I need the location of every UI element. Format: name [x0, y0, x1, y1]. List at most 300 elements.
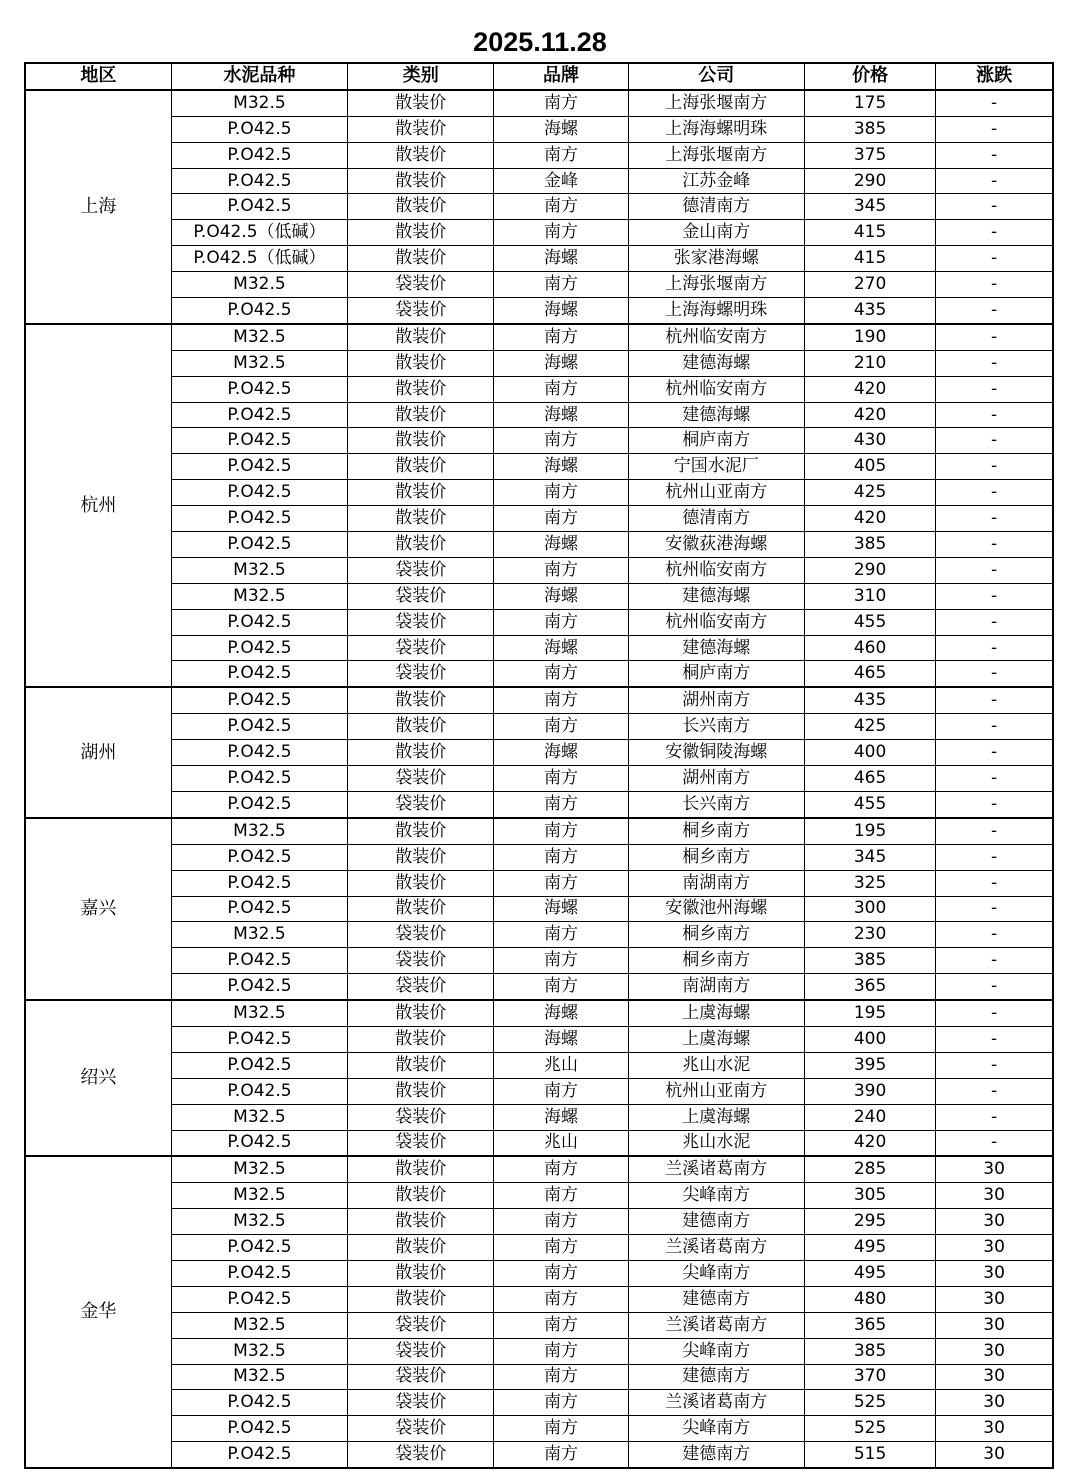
company-cell: 建德海螺 — [628, 635, 804, 661]
change-cell: 30 — [936, 1286, 1053, 1312]
change-cell: - — [936, 142, 1053, 168]
price-cell: 515 — [804, 1442, 935, 1468]
company-cell: 建德南方 — [628, 1442, 804, 1468]
company-cell: 安徽铜陵海螺 — [628, 740, 804, 766]
company-cell: 上虞海螺 — [628, 1026, 804, 1052]
table-row — [25, 1416, 1053, 1442]
company-cell: 建德海螺 — [628, 402, 804, 428]
table-row — [25, 948, 1053, 974]
category-cell: 散装价 — [348, 168, 494, 194]
price-cell: 210 — [804, 350, 935, 376]
change-cell: - — [936, 896, 1053, 922]
table-row — [25, 818, 1053, 844]
price-cell: 420 — [804, 1130, 935, 1156]
brand-cell: 南方 — [494, 142, 628, 168]
cement-type-cell: P.O42.5 — [171, 116, 347, 142]
change-cell: - — [936, 609, 1053, 635]
category-cell: 散装价 — [348, 142, 494, 168]
category-cell: 袋装价 — [348, 791, 494, 817]
brand-cell: 海螺 — [494, 116, 628, 142]
change-cell: - — [936, 272, 1053, 298]
price-cell: 495 — [804, 1260, 935, 1286]
company-cell: 安徽荻港海螺 — [628, 532, 804, 558]
company-cell: 宁国水泥厂 — [628, 454, 804, 480]
table-row — [25, 194, 1053, 220]
category-cell: 袋装价 — [348, 1130, 494, 1156]
change-cell: - — [936, 402, 1053, 428]
brand-cell: 南方 — [494, 428, 628, 454]
table-row — [25, 1026, 1053, 1052]
change-cell: - — [936, 298, 1053, 324]
company-cell: 桐庐南方 — [628, 661, 804, 687]
change-cell: - — [936, 791, 1053, 817]
company-cell: 建德南方 — [628, 1209, 804, 1235]
change-cell: - — [936, 90, 1053, 116]
brand-cell: 南方 — [494, 948, 628, 974]
company-cell: 张家港海螺 — [628, 246, 804, 272]
price-cell: 420 — [804, 506, 935, 532]
price-cell: 305 — [804, 1183, 935, 1209]
price-cell: 425 — [804, 480, 935, 506]
category-cell: 袋装价 — [348, 609, 494, 635]
cement-type-cell: P.O42.5 — [171, 532, 347, 558]
price-cell: 230 — [804, 922, 935, 948]
cement-type-cell: P.O42.5 — [171, 1026, 347, 1052]
company-cell: 建德海螺 — [628, 583, 804, 609]
company-cell: 兰溪诸葛南方 — [628, 1312, 804, 1338]
brand-cell: 南方 — [494, 324, 628, 350]
change-cell: 30 — [936, 1338, 1053, 1364]
company-cell: 南湖南方 — [628, 870, 804, 896]
category-cell: 袋装价 — [348, 635, 494, 661]
price-cell: 175 — [804, 90, 935, 116]
cement-type-cell: P.O42.5 — [171, 428, 347, 454]
price-cell: 385 — [804, 1338, 935, 1364]
category-cell: 袋装价 — [348, 583, 494, 609]
cement-type-cell: P.O42.5 — [171, 1052, 347, 1078]
category-cell: 散装价 — [348, 687, 494, 713]
price-cell: 195 — [804, 1000, 935, 1026]
table-row — [25, 1286, 1053, 1312]
brand-cell: 海螺 — [494, 1104, 628, 1130]
price-cell: 525 — [804, 1390, 935, 1416]
change-cell: 30 — [936, 1312, 1053, 1338]
change-cell: - — [936, 428, 1053, 454]
company-cell: 桐乡南方 — [628, 844, 804, 870]
brand-cell: 南方 — [494, 506, 628, 532]
table-row — [25, 246, 1053, 272]
price-cell: 495 — [804, 1235, 935, 1261]
company-cell: 上海海螺明珠 — [628, 298, 804, 324]
region-cell: 嘉兴 — [25, 818, 171, 1000]
company-cell: 桐乡南方 — [628, 818, 804, 844]
cement-type-cell: P.O42.5 — [171, 714, 347, 740]
brand-cell: 海螺 — [494, 740, 628, 766]
cement-type-cell: P.O42.5 — [171, 506, 347, 532]
table-row — [25, 557, 1053, 583]
brand-cell: 海螺 — [494, 402, 628, 428]
brand-cell: 海螺 — [494, 583, 628, 609]
category-cell: 散装价 — [348, 402, 494, 428]
brand-cell: 南方 — [494, 1364, 628, 1390]
category-cell: 散装价 — [348, 896, 494, 922]
brand-cell: 兆山 — [494, 1130, 628, 1156]
change-cell: - — [936, 974, 1053, 1000]
company-cell: 兰溪诸葛南方 — [628, 1156, 804, 1182]
change-cell: - — [936, 506, 1053, 532]
column-header-region: 地区 — [25, 63, 171, 90]
company-cell: 上海张堰南方 — [628, 142, 804, 168]
cement-type-cell: P.O42.5 — [171, 1235, 347, 1261]
category-cell: 散装价 — [348, 454, 494, 480]
price-cell: 420 — [804, 376, 935, 402]
table-row — [25, 142, 1053, 168]
brand-cell: 南方 — [494, 1286, 628, 1312]
brand-cell: 南方 — [494, 1260, 628, 1286]
cement-type-cell: P.O42.5 — [171, 766, 347, 792]
brand-cell: 兆山 — [494, 1052, 628, 1078]
price-cell: 480 — [804, 1286, 935, 1312]
table-row — [25, 740, 1053, 766]
category-cell: 散装价 — [348, 1209, 494, 1235]
cement-type-cell: P.O42.5 — [171, 870, 347, 896]
cement-type-cell: P.O42.5 — [171, 974, 347, 1000]
table-row — [25, 844, 1053, 870]
price-cell: 345 — [804, 194, 935, 220]
category-cell: 袋装价 — [348, 948, 494, 974]
brand-cell: 海螺 — [494, 350, 628, 376]
cement-type-cell: P.O42.5 — [171, 298, 347, 324]
company-cell: 建德海螺 — [628, 350, 804, 376]
brand-cell: 南方 — [494, 1416, 628, 1442]
cement-type-cell: M32.5 — [171, 557, 347, 583]
price-cell: 430 — [804, 428, 935, 454]
change-cell: - — [936, 583, 1053, 609]
change-cell: - — [936, 766, 1053, 792]
category-cell: 袋装价 — [348, 766, 494, 792]
price-cell: 375 — [804, 142, 935, 168]
cement-type-cell: M32.5 — [171, 818, 347, 844]
cement-type-cell: P.O42.5 — [171, 1390, 347, 1416]
category-cell: 袋装价 — [348, 1442, 494, 1468]
price-cell: 385 — [804, 116, 935, 142]
price-cell: 325 — [804, 870, 935, 896]
category-cell: 散装价 — [348, 220, 494, 246]
table-row — [25, 116, 1053, 142]
table-header-row — [25, 63, 1053, 90]
table-row — [25, 272, 1053, 298]
brand-cell: 南方 — [494, 974, 628, 1000]
brand-cell: 南方 — [494, 922, 628, 948]
cement-type-cell: P.O42.5 — [171, 454, 347, 480]
company-cell: 南湖南方 — [628, 974, 804, 1000]
change-cell: - — [936, 1052, 1053, 1078]
table-row — [25, 661, 1053, 687]
price-cell: 345 — [804, 844, 935, 870]
category-cell: 散装价 — [348, 1260, 494, 1286]
column-header-company: 公司 — [628, 63, 804, 90]
change-cell: 30 — [936, 1183, 1053, 1209]
brand-cell: 南方 — [494, 844, 628, 870]
category-cell: 散装价 — [348, 376, 494, 402]
table-row — [25, 791, 1053, 817]
region-cell: 金华 — [25, 1156, 171, 1468]
category-cell: 散装价 — [348, 714, 494, 740]
price-cell: 195 — [804, 818, 935, 844]
company-cell: 上海张堰南方 — [628, 90, 804, 116]
category-cell: 散装价 — [348, 1078, 494, 1104]
company-cell: 上虞海螺 — [628, 1104, 804, 1130]
cement-type-cell: P.O42.5 — [171, 1442, 347, 1468]
category-cell: 散装价 — [348, 90, 494, 116]
category-cell: 散装价 — [348, 1052, 494, 1078]
cement-type-cell: M32.5 — [171, 922, 347, 948]
brand-cell: 南方 — [494, 90, 628, 116]
change-cell: 30 — [936, 1235, 1053, 1261]
company-cell: 德清南方 — [628, 506, 804, 532]
price-cell: 460 — [804, 635, 935, 661]
cement-type-cell: M32.5 — [171, 1000, 347, 1026]
table-row — [25, 1078, 1053, 1104]
change-cell: - — [936, 1026, 1053, 1052]
brand-cell: 海螺 — [494, 298, 628, 324]
price-cell: 465 — [804, 661, 935, 687]
company-cell: 德清南方 — [628, 194, 804, 220]
category-cell: 袋装价 — [348, 298, 494, 324]
table-row — [25, 870, 1053, 896]
change-cell: - — [936, 687, 1053, 713]
company-cell: 兆山水泥 — [628, 1130, 804, 1156]
cement-type-cell: P.O42.5 — [171, 480, 347, 506]
price-cell: 270 — [804, 272, 935, 298]
price-cell: 525 — [804, 1416, 935, 1442]
table-row — [25, 1209, 1053, 1235]
cement-type-cell: P.O42.5 — [171, 402, 347, 428]
change-cell: - — [936, 324, 1053, 350]
change-cell: - — [936, 635, 1053, 661]
cement-type-cell: P.O42.5 — [171, 609, 347, 635]
table-row — [25, 220, 1053, 246]
cement-type-cell: P.O42.5 — [171, 661, 347, 687]
company-cell: 尖峰南方 — [628, 1338, 804, 1364]
category-cell: 袋装价 — [348, 1104, 494, 1130]
change-cell: - — [936, 194, 1053, 220]
price-cell: 455 — [804, 609, 935, 635]
change-cell: 30 — [936, 1364, 1053, 1390]
column-header-brand: 品牌 — [494, 63, 628, 90]
price-cell: 385 — [804, 532, 935, 558]
price-cell: 370 — [804, 1364, 935, 1390]
table-row — [25, 1442, 1053, 1468]
table-row — [25, 532, 1053, 558]
price-cell: 435 — [804, 298, 935, 324]
column-header-price: 价格 — [804, 63, 935, 90]
cement-type-cell: M32.5 — [171, 583, 347, 609]
price-cell: 420 — [804, 402, 935, 428]
company-cell: 尖峰南方 — [628, 1183, 804, 1209]
price-cell: 290 — [804, 168, 935, 194]
company-cell: 桐庐南方 — [628, 428, 804, 454]
brand-cell: 海螺 — [494, 246, 628, 272]
region-cell: 上海 — [25, 90, 171, 324]
table-row — [25, 583, 1053, 609]
company-cell: 长兴南方 — [628, 714, 804, 740]
category-cell: 袋装价 — [348, 1416, 494, 1442]
table-row — [25, 324, 1053, 350]
category-cell: 散装价 — [348, 1026, 494, 1052]
change-cell: 30 — [936, 1416, 1053, 1442]
change-cell: - — [936, 818, 1053, 844]
category-cell: 袋装价 — [348, 974, 494, 1000]
table-row — [25, 922, 1053, 948]
cement-type-cell: P.O42.5 — [171, 896, 347, 922]
company-cell: 长兴南方 — [628, 791, 804, 817]
price-cell: 455 — [804, 791, 935, 817]
brand-cell: 南方 — [494, 791, 628, 817]
category-cell: 散装价 — [348, 1000, 494, 1026]
table-row — [25, 1130, 1053, 1156]
brand-cell: 海螺 — [494, 1000, 628, 1026]
category-cell: 散装价 — [348, 532, 494, 558]
brand-cell: 南方 — [494, 1209, 628, 1235]
price-cell: 385 — [804, 948, 935, 974]
company-cell: 杭州山亚南方 — [628, 1078, 804, 1104]
brand-cell: 南方 — [494, 1078, 628, 1104]
brand-cell: 南方 — [494, 272, 628, 298]
table-row — [25, 480, 1053, 506]
cement-type-cell: P.O42.5 — [171, 635, 347, 661]
price-cell: 390 — [804, 1078, 935, 1104]
table-row — [25, 1156, 1053, 1182]
table-row — [25, 506, 1053, 532]
change-cell: - — [936, 557, 1053, 583]
brand-cell: 南方 — [494, 870, 628, 896]
brand-cell: 南方 — [494, 609, 628, 635]
change-cell: 30 — [936, 1442, 1053, 1468]
price-cell: 465 — [804, 766, 935, 792]
cement-type-cell: M32.5 — [171, 1104, 347, 1130]
brand-cell: 海螺 — [494, 635, 628, 661]
category-cell: 散装价 — [348, 1156, 494, 1182]
brand-cell: 海螺 — [494, 454, 628, 480]
brand-cell: 南方 — [494, 1442, 628, 1468]
company-cell: 兆山水泥 — [628, 1052, 804, 1078]
change-cell: - — [936, 454, 1053, 480]
brand-cell: 海螺 — [494, 1026, 628, 1052]
brand-cell: 南方 — [494, 557, 628, 583]
change-cell: - — [936, 532, 1053, 558]
region-cell: 湖州 — [25, 687, 171, 817]
cement-type-cell: P.O42.5 — [171, 740, 347, 766]
category-cell: 散装价 — [348, 740, 494, 766]
price-cell: 295 — [804, 1209, 935, 1235]
region-cell: 绍兴 — [25, 1000, 171, 1156]
table-row — [25, 714, 1053, 740]
category-cell: 散装价 — [348, 844, 494, 870]
category-cell: 袋装价 — [348, 1390, 494, 1416]
price-cell: 415 — [804, 220, 935, 246]
category-cell: 袋装价 — [348, 922, 494, 948]
brand-cell: 南方 — [494, 1183, 628, 1209]
price-cell: 365 — [804, 974, 935, 1000]
change-cell: - — [936, 246, 1053, 272]
category-cell: 袋装价 — [348, 1364, 494, 1390]
table-row — [25, 1235, 1053, 1261]
table-row — [25, 635, 1053, 661]
category-cell: 散装价 — [348, 246, 494, 272]
price-cell: 415 — [804, 246, 935, 272]
cement-type-cell: P.O42.5 — [171, 142, 347, 168]
column-header-category: 类别 — [348, 63, 494, 90]
price-cell: 400 — [804, 740, 935, 766]
change-cell: - — [936, 661, 1053, 687]
price-cell: 300 — [804, 896, 935, 922]
cement-type-cell: P.O42.5 — [171, 844, 347, 870]
table-row — [25, 1260, 1053, 1286]
change-cell: 30 — [936, 1156, 1053, 1182]
brand-cell: 南方 — [494, 1156, 628, 1182]
cement-type-cell: M32.5 — [171, 1183, 347, 1209]
category-cell: 散装价 — [348, 818, 494, 844]
cement-type-cell: M32.5 — [171, 324, 347, 350]
cement-type-cell: P.O42.5 — [171, 168, 347, 194]
company-cell: 杭州临安南方 — [628, 609, 804, 635]
change-cell: - — [936, 714, 1053, 740]
table-body — [25, 90, 1053, 1468]
category-cell: 袋装价 — [348, 661, 494, 687]
company-cell: 上海张堰南方 — [628, 272, 804, 298]
brand-cell: 南方 — [494, 220, 628, 246]
change-cell: - — [936, 350, 1053, 376]
table-row — [25, 974, 1053, 1000]
table-row — [25, 1052, 1053, 1078]
cement-type-cell: P.O42.5 — [171, 1260, 347, 1286]
cement-type-cell: M32.5 — [171, 1338, 347, 1364]
category-cell: 散装价 — [348, 324, 494, 350]
cement-type-cell: M32.5 — [171, 1364, 347, 1390]
price-cell: 435 — [804, 687, 935, 713]
company-cell: 桐乡南方 — [628, 922, 804, 948]
category-cell: 散装价 — [348, 480, 494, 506]
company-cell: 上虞海螺 — [628, 1000, 804, 1026]
cement-type-cell: M32.5 — [171, 1209, 347, 1235]
company-cell: 安徽池州海螺 — [628, 896, 804, 922]
price-cell: 365 — [804, 1312, 935, 1338]
category-cell: 散装价 — [348, 506, 494, 532]
brand-cell: 海螺 — [494, 896, 628, 922]
brand-cell: 南方 — [494, 818, 628, 844]
cement-type-cell: P.O42.5（低碱） — [171, 246, 347, 272]
change-cell: - — [936, 116, 1053, 142]
category-cell: 散装价 — [348, 870, 494, 896]
change-cell: - — [936, 1130, 1053, 1156]
cement-type-cell: M32.5 — [171, 90, 347, 116]
category-cell: 散装价 — [348, 428, 494, 454]
brand-cell: 南方 — [494, 1235, 628, 1261]
price-cell: 240 — [804, 1104, 935, 1130]
change-cell: - — [936, 1000, 1053, 1026]
company-cell: 兰溪诸葛南方 — [628, 1390, 804, 1416]
table-row — [25, 454, 1053, 480]
company-cell: 上海海螺明珠 — [628, 116, 804, 142]
category-cell: 散装价 — [348, 350, 494, 376]
brand-cell: 南方 — [494, 1312, 628, 1338]
table-row — [25, 168, 1053, 194]
cement-type-cell: P.O42.5 — [171, 687, 347, 713]
cement-type-cell: M32.5 — [171, 1156, 347, 1182]
company-cell: 建德南方 — [628, 1286, 804, 1312]
table-row — [25, 428, 1053, 454]
